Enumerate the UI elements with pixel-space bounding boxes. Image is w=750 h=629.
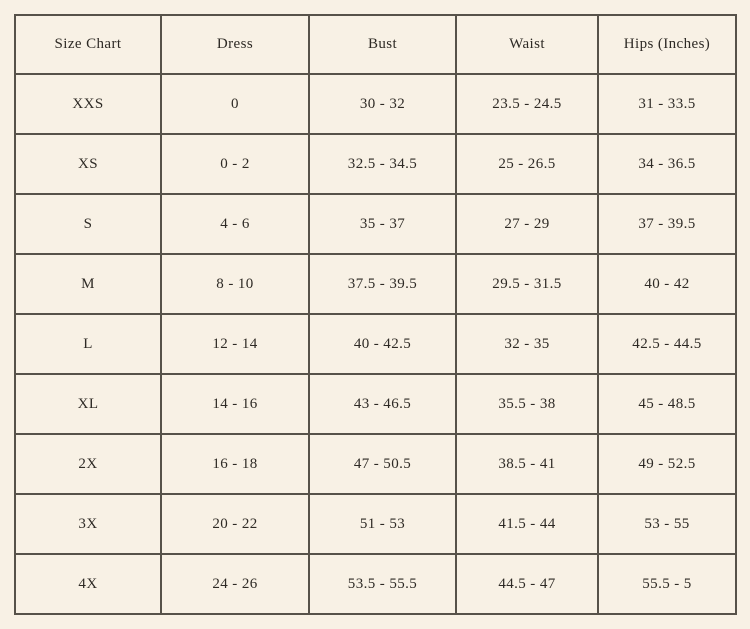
column-header-bust: Bust	[309, 15, 456, 74]
cell-dress: 4 - 6	[161, 194, 309, 254]
cell-waist: 35.5 - 38	[456, 374, 598, 434]
cell-bust: 47 - 50.5	[309, 434, 456, 494]
cell-hips: 42.5 - 44.5	[598, 314, 736, 374]
table-row-l	[15, 314, 736, 374]
cell-waist: 32 - 35	[456, 314, 598, 374]
cell-size: L	[15, 314, 161, 374]
cell-bust: 32.5 - 34.5	[309, 134, 456, 194]
cell-size: M	[15, 254, 161, 314]
cell-size: XXS	[15, 74, 161, 134]
size-chart-body	[15, 74, 736, 614]
cell-size: S	[15, 194, 161, 254]
header-row	[15, 15, 736, 74]
cell-dress: 0	[161, 74, 309, 134]
column-header-dress: Dress	[161, 15, 309, 74]
size-chart-table	[14, 14, 737, 615]
cell-waist: 27 - 29	[456, 194, 598, 254]
cell-waist: 41.5 - 44	[456, 494, 598, 554]
cell-waist: 29.5 - 31.5	[456, 254, 598, 314]
cell-size: 4X	[15, 554, 161, 614]
cell-bust: 53.5 - 55.5	[309, 554, 456, 614]
cell-hips: 40 - 42	[598, 254, 736, 314]
column-header-hips: Hips (Inches)	[598, 15, 736, 74]
cell-hips: 31 - 33.5	[598, 74, 736, 134]
cell-dress: 12 - 14	[161, 314, 309, 374]
cell-size: 3X	[15, 494, 161, 554]
cell-dress: 14 - 16	[161, 374, 309, 434]
cell-waist: 23.5 - 24.5	[456, 74, 598, 134]
table-row-xs	[15, 134, 736, 194]
cell-hips: 37 - 39.5	[598, 194, 736, 254]
table-row-xxs	[15, 74, 736, 134]
cell-hips: 45 - 48.5	[598, 374, 736, 434]
cell-hips: 49 - 52.5	[598, 434, 736, 494]
size-chart-header	[15, 15, 736, 74]
cell-hips: 34 - 36.5	[598, 134, 736, 194]
cell-bust: 51 - 53	[309, 494, 456, 554]
cell-waist: 44.5 - 47	[456, 554, 598, 614]
cell-dress: 16 - 18	[161, 434, 309, 494]
table-row-s	[15, 194, 736, 254]
cell-dress: 8 - 10	[161, 254, 309, 314]
table-row-xl	[15, 374, 736, 434]
cell-waist: 25 - 26.5	[456, 134, 598, 194]
cell-size: XS	[15, 134, 161, 194]
table-row-4x	[15, 554, 736, 614]
cell-dress: 24 - 26	[161, 554, 309, 614]
column-header-size-chart: Size Chart	[15, 15, 161, 74]
cell-size: XL	[15, 374, 161, 434]
cell-bust: 40 - 42.5	[309, 314, 456, 374]
cell-dress: 0 - 2	[161, 134, 309, 194]
cell-bust: 30 - 32	[309, 74, 456, 134]
cell-hips: 53 - 55	[598, 494, 736, 554]
column-header-waist: Waist	[456, 15, 598, 74]
table-row-2x	[15, 434, 736, 494]
cell-bust: 43 - 46.5	[309, 374, 456, 434]
cell-bust: 35 - 37	[309, 194, 456, 254]
cell-waist: 38.5 - 41	[456, 434, 598, 494]
cell-size: 2X	[15, 434, 161, 494]
table-row-m	[15, 254, 736, 314]
cell-hips: 55.5 - 5	[598, 554, 736, 614]
cell-bust: 37.5 - 39.5	[309, 254, 456, 314]
cell-dress: 20 - 22	[161, 494, 309, 554]
table-row-3x	[15, 494, 736, 554]
